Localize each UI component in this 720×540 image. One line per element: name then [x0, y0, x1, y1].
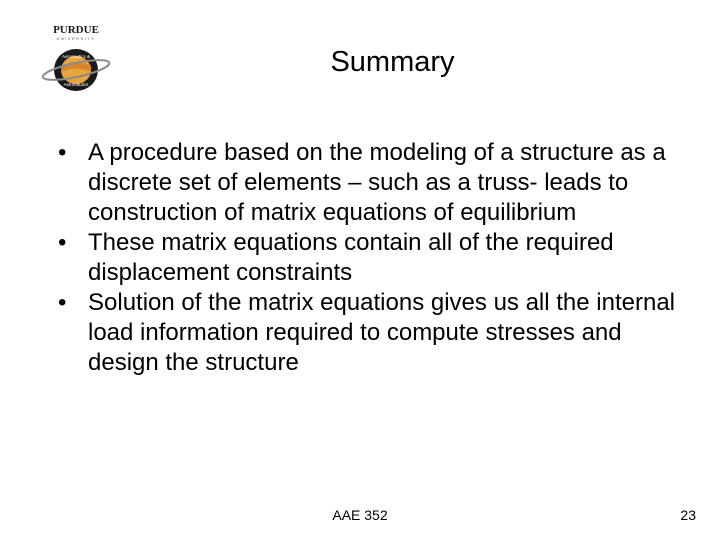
bullet-list — [56, 138, 696, 378]
bullet-text: These matrix equations contain all of the required displacement constraints — [88, 229, 614, 286]
footer-course-label: AAE 352 — [332, 507, 388, 523]
slide-title: Summary — [330, 46, 455, 78]
bullet-item — [56, 138, 696, 228]
svg-text:UNIVERSITY: UNIVERSITY — [56, 36, 96, 41]
svg-text:PURDUE: PURDUE — [53, 24, 99, 36]
bullet-marker: • — [58, 139, 67, 166]
svg-text:Astronautics: Astronautics — [63, 82, 89, 87]
bullet-item — [56, 288, 696, 378]
page-number: 23 — [680, 507, 696, 523]
svg-text:Aeronautics &: Aeronautics & — [61, 54, 91, 59]
bullet-marker: • — [58, 229, 67, 256]
bullet-marker: • — [58, 289, 67, 316]
bullet-item — [56, 228, 696, 288]
bullet-text: Solution of the matrix equations gives us all the internal load information required to compute stresses and design the structure — [88, 289, 676, 376]
bullet-text: A procedure based on the modeling of a structure as a discrete set of elements – such as a truss- leads to construction of matrix equations of equilibrium — [88, 139, 666, 226]
